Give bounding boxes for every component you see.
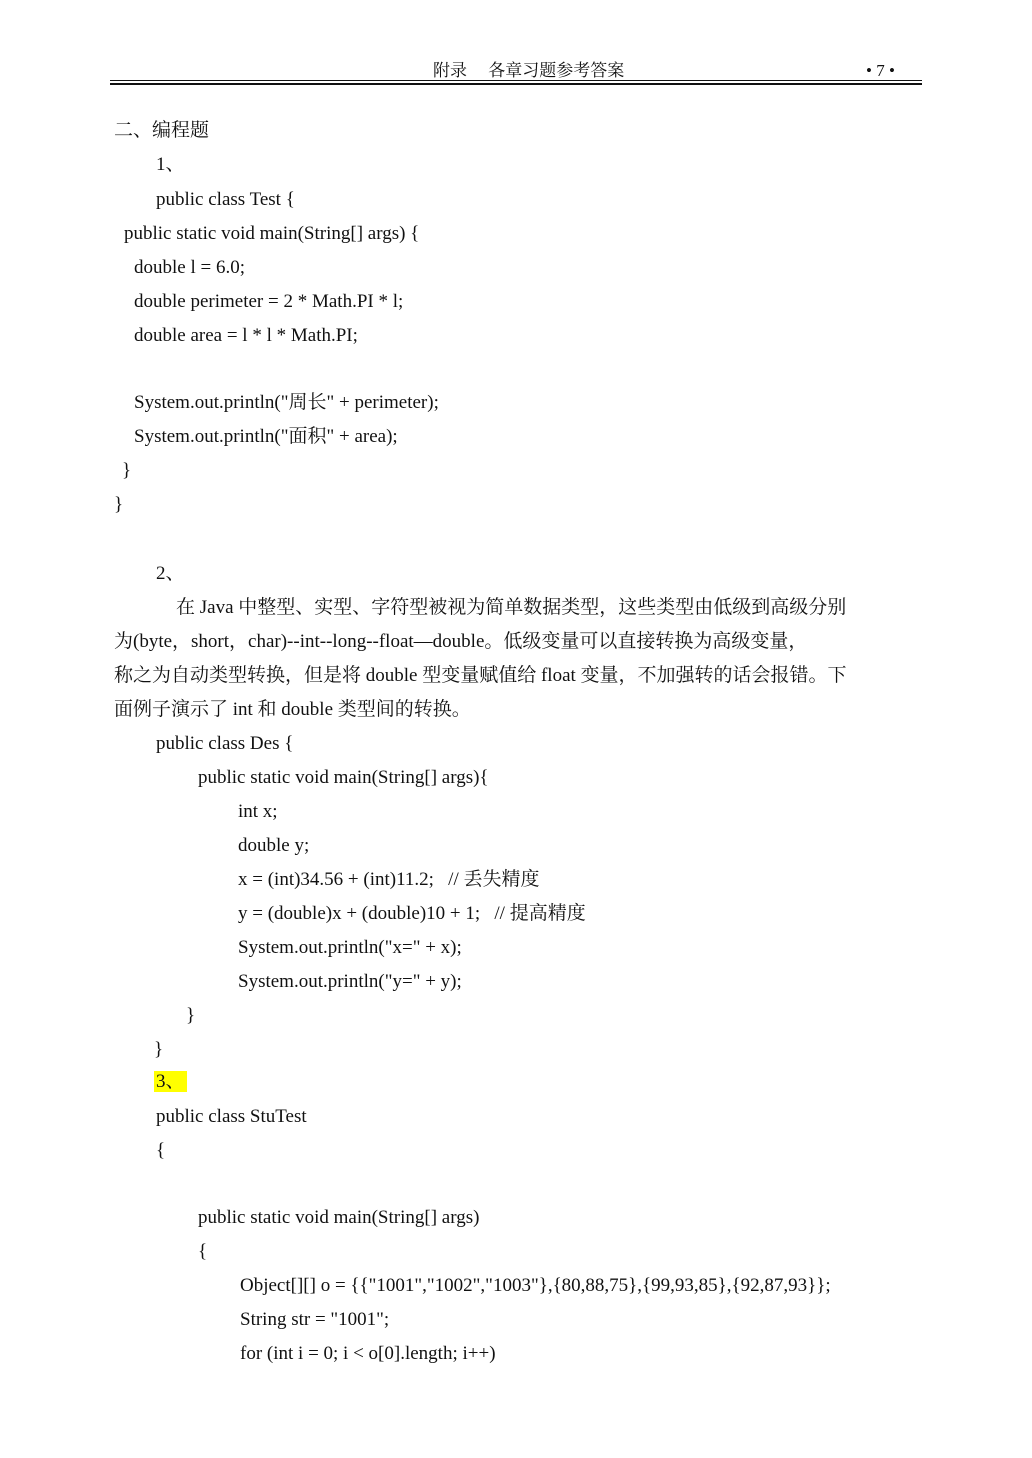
paragraph-line: 在 Java 中整型、实型、字符型被视为简单数据类型，这些类型由低级到高级分别 <box>176 597 847 618</box>
question-1-number: 1、 <box>156 154 185 175</box>
page-number: • 7 • <box>866 61 895 80</box>
code-line: String str = "1001"; <box>240 1309 390 1330</box>
code-line: double perimeter = 2 * Math.PI * l; <box>134 291 404 312</box>
code-line: System.out.println("x=" + x); <box>238 937 462 958</box>
code-line: { <box>156 1140 166 1161</box>
code-line: y = (double)x + (double)10 + 1; // 提高精度 <box>238 903 586 924</box>
code-line: public static void main(String[] args){ <box>198 767 489 788</box>
code-line: public class StuTest <box>156 1106 307 1127</box>
code-line: double y; <box>238 835 310 856</box>
paragraph-line: 称之为自动类型转换，但是将 double 型变量赋值给 float 变量，不加强转的话会报错。下 <box>114 665 847 686</box>
code-line: int x; <box>238 801 278 822</box>
section-title: 二、编程题 <box>114 120 210 141</box>
paragraph-line: 为(byte，short，char)--int--long--float—double。低级变量可以直接转换为高级变量， <box>114 631 808 652</box>
code-line: for (int i = 0; i < o[0].length; i++) <box>240 1343 496 1364</box>
code-line: double l = 6.0; <box>134 257 245 278</box>
code-line: { <box>198 1241 208 1262</box>
code-line: double area = l * l * Math.PI; <box>134 325 358 346</box>
header-rule-thick <box>110 83 922 85</box>
question-3-number <box>154 1072 187 1091</box>
code-line: public static void main(String[] args) { <box>124 223 420 244</box>
header-rule-thin <box>110 80 922 81</box>
code-line: System.out.println("周长" + perimeter); <box>134 392 439 413</box>
code-line: System.out.println("面积" + area); <box>134 426 398 447</box>
code-line: public class Des { <box>156 733 294 754</box>
code-line: } <box>114 494 124 515</box>
code-line: } <box>154 1039 164 1060</box>
highlighted-number: 3、 <box>156 1071 185 1092</box>
code-line: Object[][] o = {{"1001","1002","1003"},{80,88,75},{99,93,85},{92,87,93}}; <box>240 1275 831 1296</box>
code-line: System.out.println("y=" + y); <box>238 971 462 992</box>
paragraph-line: 面例子演示了 int 和 double 类型间的转换。 <box>114 699 471 720</box>
code-line: public class Test { <box>156 189 295 210</box>
question-2-paragraph <box>114 591 922 727</box>
code-line: } <box>122 460 132 481</box>
code-line: public static void main(String[] args) <box>198 1207 480 1228</box>
code-line: } <box>186 1005 196 1026</box>
code-line: x = (int)34.56 + (int)11.2; // 丢失精度 <box>238 869 540 890</box>
header-title: 附录 各章习题参考答案 <box>433 61 625 80</box>
question-2-number: 2、 <box>156 563 185 584</box>
